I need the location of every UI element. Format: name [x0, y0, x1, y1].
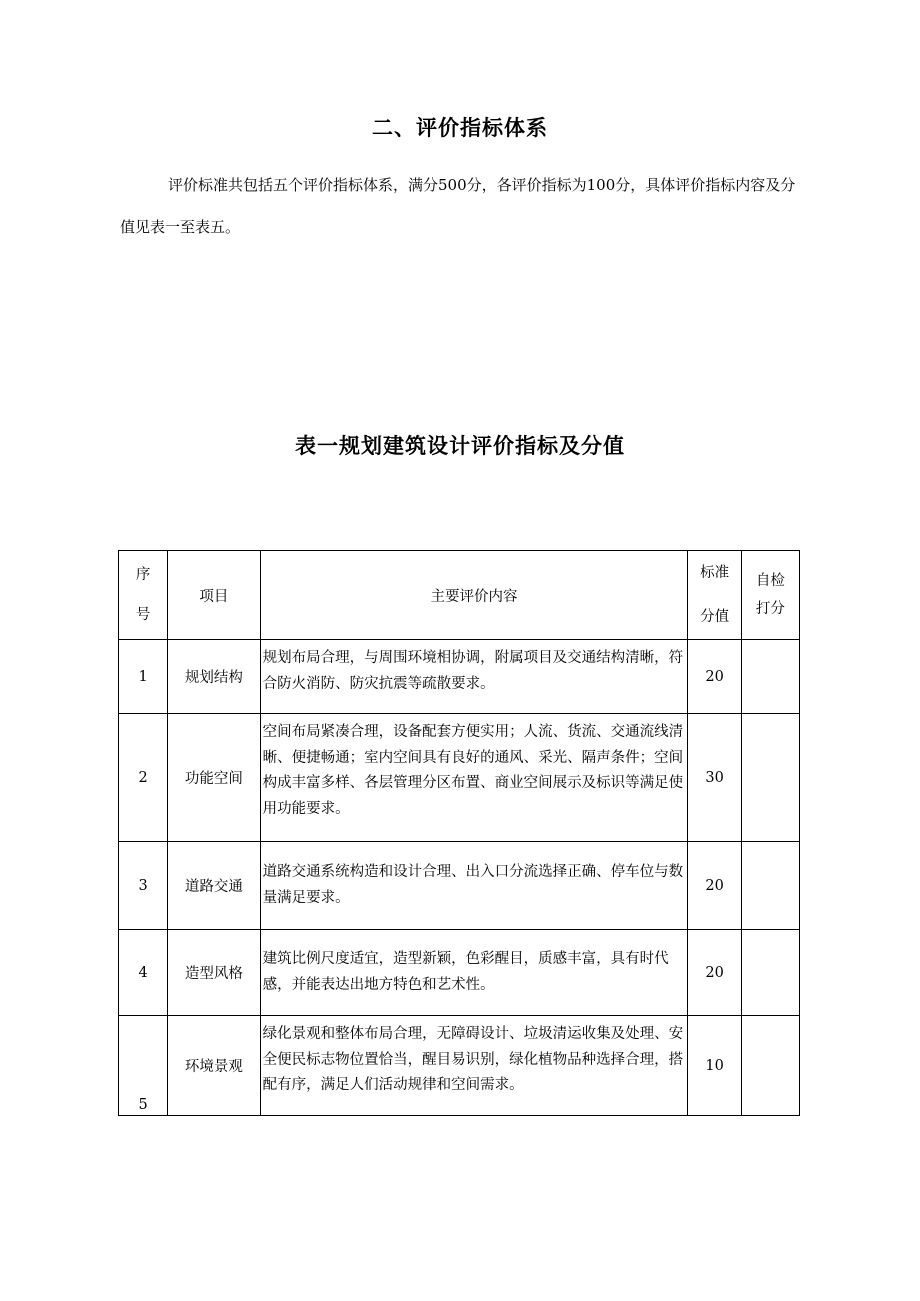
table-row [119, 930, 800, 1016]
row-item: 环境景观 [168, 1016, 260, 1116]
header-no: 序号 [119, 551, 168, 640]
row-no: 3 [119, 842, 168, 930]
row-self-score [741, 640, 799, 714]
evaluation-table [118, 550, 800, 1116]
table-header-row [119, 551, 800, 640]
row-content: 建筑比例尺度适宜，造型新颖，色彩醒目，质感丰富，具有时代感，并能表达出地方特色和艺术性。 [260, 930, 688, 1016]
table-row [119, 1016, 800, 1116]
header-item: 项目 [168, 551, 260, 640]
intro-paragraph: 评价标准共包括五个评价指标体系，满分500分，各评价指标为100分，具体评价指标内容及分值见表一至表五。 [120, 176, 796, 236]
table-row [119, 640, 800, 714]
row-item: 规划结构 [168, 640, 260, 714]
row-no: 5 [119, 1016, 168, 1116]
row-score: 20 [688, 842, 741, 930]
header-self-score: 自检打分 [741, 551, 799, 640]
section-title: 二、评价指标体系 [372, 116, 548, 140]
row-self-score [741, 842, 799, 930]
row-item: 造型风格 [168, 930, 260, 1016]
table-row [119, 714, 800, 842]
row-self-score [741, 1016, 799, 1116]
row-self-score [741, 714, 799, 842]
row-no: 1 [119, 640, 168, 714]
row-content: 空间布局紧凑合理，设备配套方便实用；人流、货流、交通流线清晰、便捷畅通；室内空间具有良好的通风、采光、隔声条件；空间构成丰富多样、各层管理分区布置、商业空间展示及标识等满足使用功能要求。 [260, 714, 688, 842]
table-title: 表一规划建筑设计评价指标及分值 [295, 434, 625, 458]
row-content: 道路交通系统构造和设计合理、出入口分流选择正确、停车位与数量满足要求。 [260, 842, 688, 930]
row-self-score [741, 930, 799, 1016]
row-item: 功能空间 [168, 714, 260, 842]
row-item: 道路交通 [168, 842, 260, 930]
header-content: 主要评价内容 [260, 551, 688, 640]
row-score: 20 [688, 930, 741, 1016]
row-content: 规划布局合理，与周围环境相协调，附属项目及交通结构清晰，符合防火消防、防灾抗震等疏散要求。 [260, 640, 688, 714]
row-no: 4 [119, 930, 168, 1016]
header-score: 标准分值 [688, 551, 741, 640]
row-score: 30 [688, 714, 741, 842]
row-score: 10 [688, 1016, 741, 1116]
row-content: 绿化景观和整体布局合理，无障碍设计、垃圾清运收集及处理、安全便民标志物位置恰当，醒目易识别，绿化植物品种选择合理，搭配有序，满足人们活动规律和空间需求。 [260, 1016, 688, 1116]
row-no: 2 [119, 714, 168, 842]
row-score: 20 [688, 640, 741, 714]
table-row [119, 842, 800, 930]
